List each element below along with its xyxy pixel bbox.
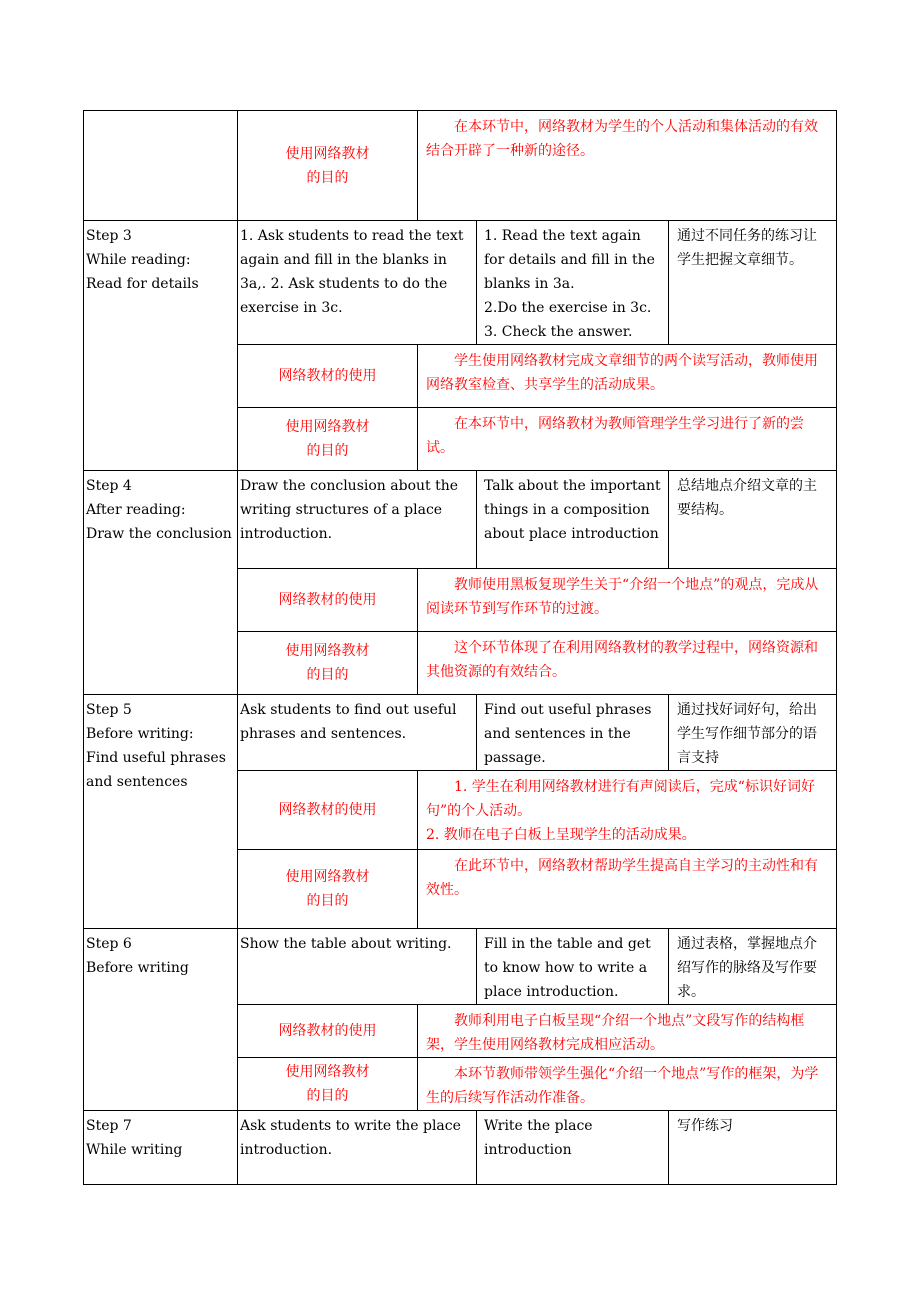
usage-label-cell: 网络教材的使用 (238, 569, 418, 632)
design-purpose-cell: 通过找好词好句，给出学生写作细节部分的语言支持 (669, 695, 837, 771)
design-purpose-cell: 总结地点介绍文章的主要结构。 (669, 471, 837, 569)
purpose-label-cell: 使用网络教材 的目的 (238, 632, 418, 695)
student-activity-cell: Fill in the table and get to know how to write a place introduction. (477, 929, 669, 1005)
student-activity-cell: Find out useful phrases and sentences in the passage. (477, 695, 669, 771)
teacher-activity-cell: Draw the conclusion about the writing structures of a place introduction. (238, 471, 477, 569)
table-row (84, 221, 837, 345)
table-row (84, 695, 837, 771)
student-activity-cell: 1. Read the text again for details and fill in the blanks in 3a. 2.Do the exercise in 3c. 3. Check the answer. (477, 221, 669, 345)
purpose-label-cell: 使用网络教材 的目的 (238, 408, 418, 471)
usage-note-cell: 学生使用网络教材完成文章细节的两个读写活动，教师使用网络教室检查、共享学生的活动成果。 (418, 345, 837, 408)
step-cell: Step 4 After reading: Draw the conclusion (84, 471, 238, 695)
teacher-activity-cell: Show the table about writing. (238, 929, 477, 1005)
purpose-label-cell: 使用网络教材 的目的 (238, 111, 418, 221)
student-activity-cell: Write the place introduction (477, 1111, 669, 1185)
design-purpose-cell: 写作练习 (669, 1111, 837, 1185)
purpose-note-cell: 在本环节中，网络教材为教师管理学生学习进行了新的尝试。 (418, 408, 837, 471)
teacher-activity-cell: Ask students to write the place introduction. (238, 1111, 477, 1185)
usage-label-cell: 网络教材的使用 (238, 345, 418, 408)
design-purpose-cell: 通过表格，掌握地点介绍写作的脉络及写作要求。 (669, 929, 837, 1005)
usage-note-cell: 1. 学生在利用网络教材进行有声阅读后，完成“标识好词好句”的个人活动。 2. 教师在电子白板上呈现学生的活动成果。 (418, 771, 837, 850)
step-cell: Step 3 While reading: Read for details (84, 221, 238, 471)
purpose-label-cell: 使用网络教材 的目的 (238, 850, 418, 929)
table-row (84, 111, 837, 221)
purpose-note-cell: 在此环节中，网络教材帮助学生提高自主学习的主动性和有效性。 (418, 850, 837, 929)
step-cell: Step 5 Before writing: Find useful phrases and sentences (84, 695, 238, 929)
purpose-note-cell: 本环节教师带领学生强化“介绍一个地点”写作的框架，为学生的后续写作活动作准备。 (418, 1058, 837, 1111)
teacher-activity-cell: 1. Ask students to read the text again and fill in the blanks in 3a,. 2. Ask students to do the exercise in 3c. (238, 221, 477, 345)
purpose-note-cell: 在本环节中，网络教材为学生的个人活动和集体活动的有效结合开辟了一种新的途径。 (418, 111, 837, 221)
teacher-activity-cell: Ask students to find out useful phrases and sentences. (238, 695, 477, 771)
usage-label-cell: 网络教材的使用 (238, 1005, 418, 1058)
step-cell: Step 6 Before writing (84, 929, 238, 1111)
table-row (84, 1111, 837, 1185)
purpose-note-cell: 这个环节体现了在利用网络教材的教学过程中，网络资源和其他资源的有效结合。 (418, 632, 837, 695)
purpose-label-cell: 使用网络教材 的目的 (238, 1058, 418, 1111)
lesson-plan-table (83, 110, 837, 1185)
step-cell (84, 111, 238, 221)
usage-note-cell: 教师利用电子白板呈现“介绍一个地点”文段写作的结构框架，学生使用网络教材完成相应活动。 (418, 1005, 837, 1058)
student-activity-cell: Talk about the important things in a composition about place introduction (477, 471, 669, 569)
table-row (84, 929, 837, 1005)
step-cell: Step 7 While writing (84, 1111, 238, 1185)
usage-label-cell: 网络教材的使用 (238, 771, 418, 850)
table-row (84, 471, 837, 569)
design-purpose-cell: 通过不同任务的练习让学生把握文章细节。 (669, 221, 837, 345)
usage-note-cell: 教师使用黑板复现学生关于“介绍一个地点”的观点，完成从阅读环节到写作环节的过渡。 (418, 569, 837, 632)
